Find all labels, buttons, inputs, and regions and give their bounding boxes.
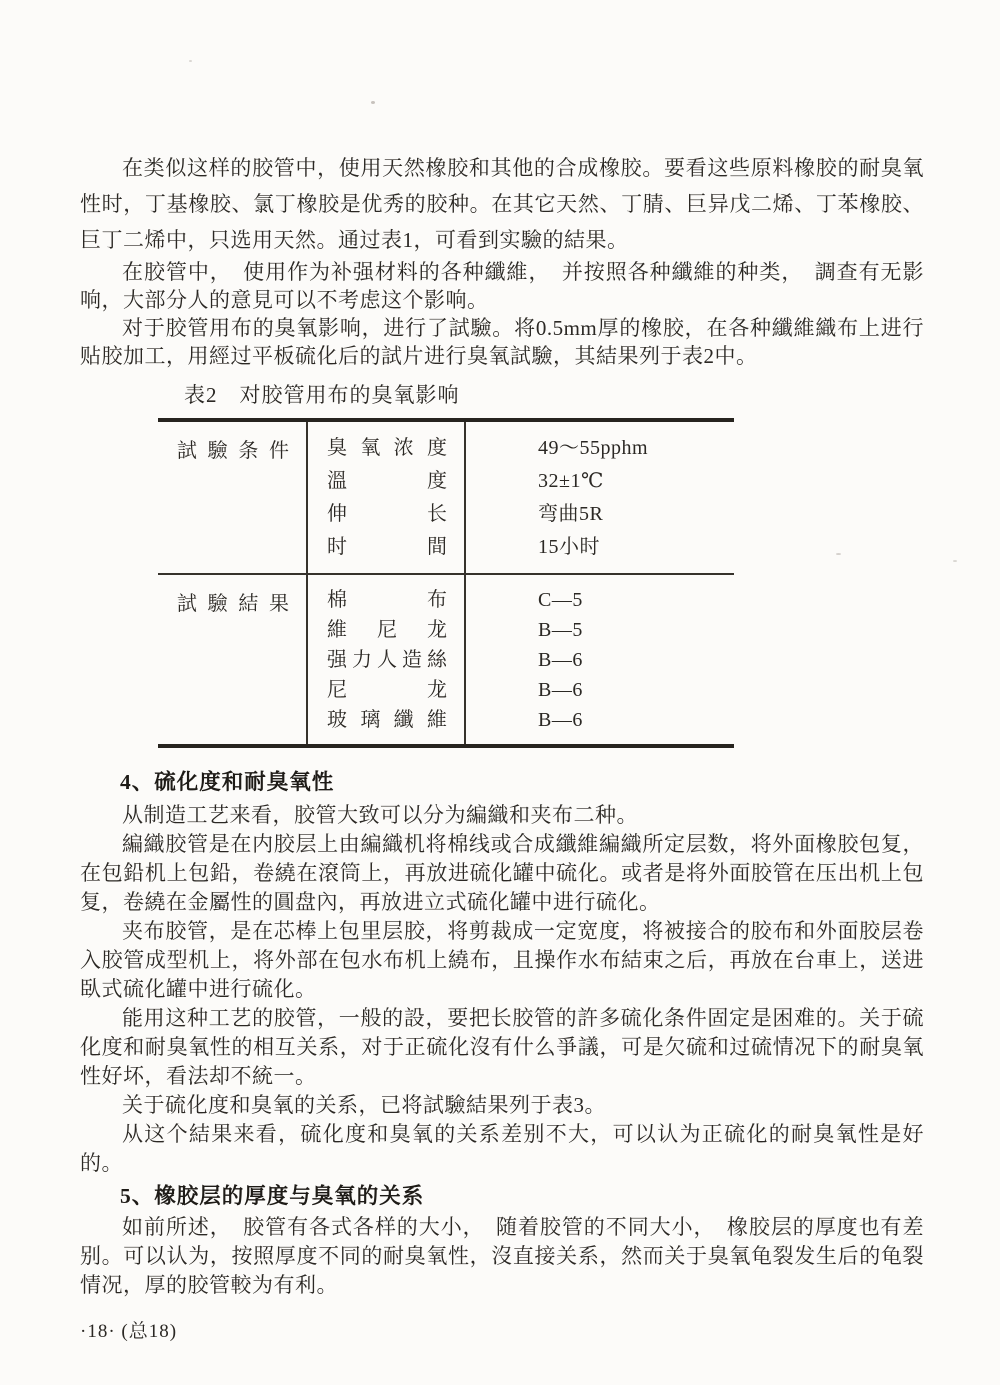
table-row-label: 时間 [327, 536, 447, 558]
section-4-paragraph: 夹布胶管，是在芯棒上包里层胶，将剪裁成一定宽度，将被接合的胶布和外面胶层卷入胶管成型机上，将外部在包水布机上繞布，且操作水布結束之后，再放在台車上，送进臥式硫化罐中进行硫化。 [80, 919, 924, 1001]
table-row-value: 15小时 [538, 536, 600, 558]
table-row-label: 玻璃纖維 [327, 709, 447, 731]
scan-speck [836, 553, 841, 555]
table-group-header-cell [158, 575, 308, 744]
section-4-heading: 4、硫化度和耐臭氧性 [120, 770, 335, 794]
section-5-paragraph: 如前所述， 胶管有各式各样的大小， 随着胶管的不同大小， 橡胶层的厚度也有差别。可以认为，按照厚度不同的耐臭氧性，沒直接关系，然而关于臭氧龟裂发生后的龟裂情况，厚的胶管較为有利。 [80, 1215, 924, 1297]
table-row-label: 溫度 [327, 470, 447, 492]
section-4-paragraph: 关于硫化度和臭氧的关系，已将試驗結果列于表3。 [122, 1093, 606, 1117]
table-row-label: 臭氧浓度 [327, 437, 447, 459]
table-label-column [308, 422, 466, 573]
scan-speck [189, 60, 192, 62]
table-row-value: 49～55pphm [538, 437, 649, 459]
section-4-paragraph: 編織胶管是在内胶层上由編織机将棉线或合成纖維編織所定层数，将外面橡胶包复，在包鉛机上包鉛，卷繞在滾筒上，再放进硫化罐中硫化。或者是将外面胶管在压出机上包复，卷繞在金屬性的圓盘內，再放进立式硫化罐中进行硫化。 [80, 832, 924, 914]
table-row-label: 强力人造絲 [327, 649, 447, 671]
table-row-value: B—6 [538, 649, 583, 671]
intro-paragraph: 在类似这样的胶管中，使用天然橡胶和其他的合成橡胶。要看这些原料橡胶的耐臭氧性时，丁基橡胶、氯丁橡胶是优秀的胶种。在其它天然、丁腈、巨异戊二烯、丁苯橡胶、巨丁二烯中，只选用天然。通过表1，可看到实驗的結果。 [80, 156, 924, 252]
table-caption: 表2 对胶管用布的臭氧影响 [184, 383, 460, 407]
table-group-header: 試驗結果 [177, 593, 289, 615]
table-row-value: 32±1℃ [538, 470, 604, 492]
table-group-test-conditions [158, 422, 734, 573]
table-row-label: 維尼龙 [327, 619, 447, 641]
table-row-label: 棉布 [327, 589, 447, 611]
scan-speck [672, 327, 675, 330]
intro-paragraph: 对于胶管用布的臭氧影响，进行了試驗。将0.5mm厚的橡胶，在各种纖維織布上进行贴胶加工，用經过平板硫化后的試片进行臭氧試驗，其結果列于表2中。 [80, 316, 924, 368]
section-4-paragraph: 从这个結果来看，硫化度和臭氧的关系差别不大，可以认为正硫化的耐臭氧性是好的。 [80, 1122, 924, 1175]
section-5-heading: 5、橡胶层的厚度与臭氧的关系 [120, 1184, 425, 1208]
scan-speck [371, 101, 375, 104]
table-row-value: B—5 [538, 619, 583, 641]
scan-speck [953, 560, 957, 562]
table-group-test-results [158, 573, 734, 744]
table-value-column [466, 422, 734, 573]
ozone-effect-table [158, 418, 734, 748]
table-group-header: 試驗条件 [177, 440, 289, 462]
table-row-label: 伸长 [327, 503, 447, 525]
table-row-value: 弯曲5R [538, 503, 604, 525]
section-4-paragraph: 能用这种工艺的胶管，一般的設，要把长胶管的許多硫化条件固定是困难的。关于硫化度和耐臭氧性的相互关系，对于正硫化沒有什么爭議，可是欠硫和过硫情况下的耐臭氧性好坏，看法却不統一。 [80, 1006, 924, 1088]
table-row-label: 尼龙 [327, 679, 447, 701]
table-group-header-cell [158, 422, 308, 573]
table-row-value: B—6 [538, 709, 583, 731]
section-4-paragraph: 从制造工艺来看，胶管大致可以分为編織和夹布二种。 [122, 803, 638, 827]
page-number-footer: ·18· (总18) [80, 1321, 178, 1342]
table-value-column [466, 575, 734, 744]
table-row-value: C—5 [538, 589, 583, 611]
intro-paragraph: 在胶管中， 使用作为补强材料的各种纖維， 并按照各种纖維的种类， 調查有无影响，大部分人的意見可以不考虑这个影响。 [80, 260, 924, 312]
table-row-value: B—6 [538, 679, 583, 701]
table-label-column [308, 575, 466, 744]
